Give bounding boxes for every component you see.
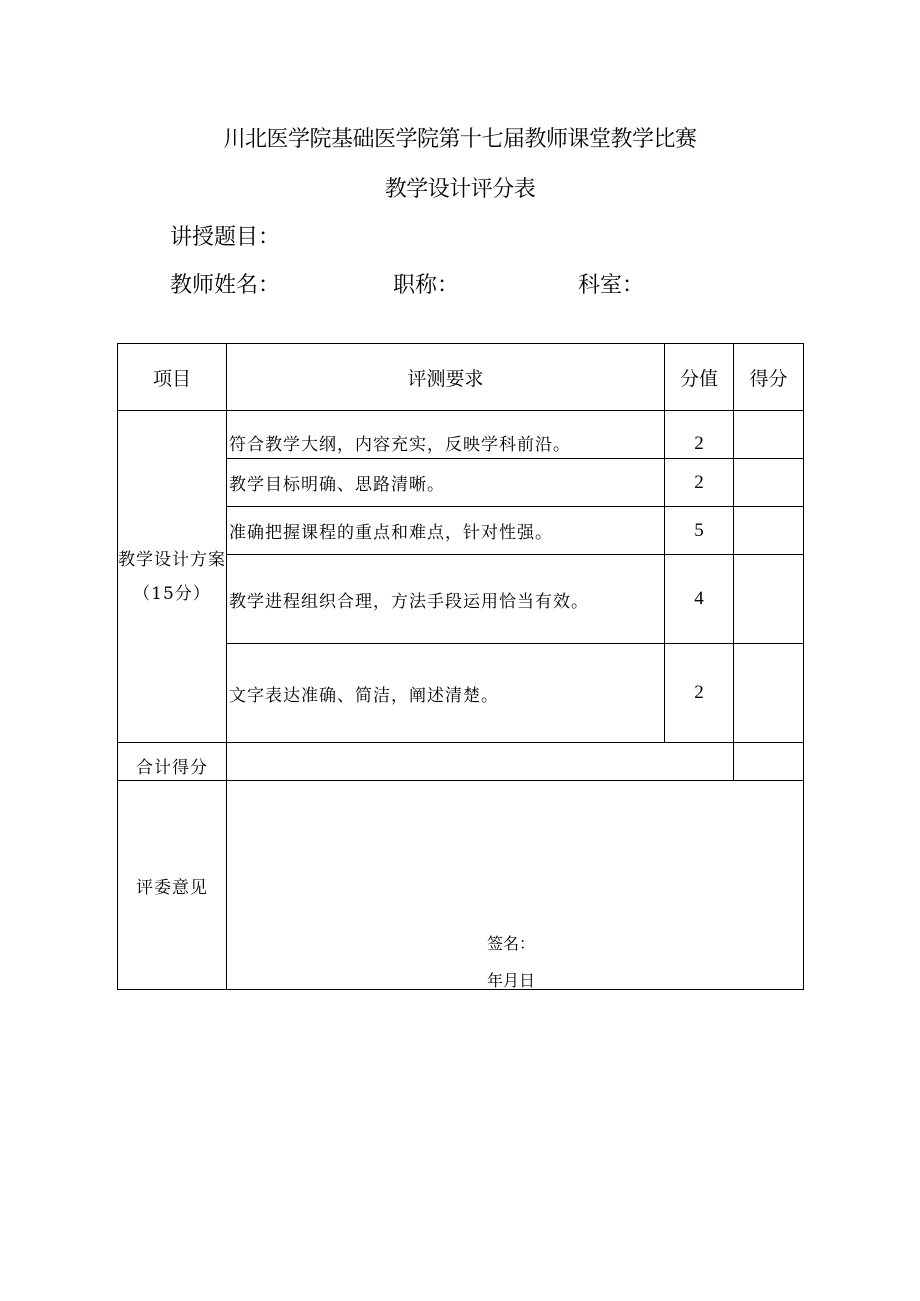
page-title: 川北医学院基础医学院第十七届教师课堂教学比赛 — [223, 127, 697, 152]
header-item: 项目 — [118, 344, 227, 411]
teacher-name-label: 教师姓名： — [170, 273, 281, 298]
requirement-cell: 准确把握课程的重点和难点，针对性强。 — [227, 507, 665, 555]
header-points: 分值 — [665, 344, 734, 411]
table-header-row — [118, 344, 804, 411]
opinion-cell[interactable] — [227, 781, 804, 990]
department-label: 科室： — [578, 273, 645, 298]
requirement-cell: 教学目标明确、思路清晰。 — [227, 459, 665, 507]
total-label: 合计得分 — [118, 743, 227, 781]
signature-label: 签名： — [487, 934, 536, 953]
points-cell: 4 — [665, 555, 734, 644]
points-cell: 2 — [665, 411, 734, 459]
score-input-cell[interactable] — [734, 555, 804, 644]
requirement-cell: 教学进程组织合理，方法手段运用恰当有效。 — [227, 555, 665, 644]
requirement-cell: 文字表达准确、简洁，阐述清楚。 — [227, 644, 665, 743]
requirement-cell: 符合教学大纲，内容充实，反映学科前沿。 — [227, 411, 665, 459]
header-requirement: 评测要求 — [227, 344, 665, 411]
opinion-row — [118, 781, 804, 990]
title-rank-label: 职称： — [393, 273, 460, 298]
score-input-cell[interactable] — [734, 507, 804, 555]
score-input-cell[interactable] — [734, 411, 804, 459]
points-cell: 5 — [665, 507, 734, 555]
opinion-label: 评委意见 — [118, 781, 227, 990]
score-input-cell[interactable] — [734, 644, 804, 743]
score-input-cell[interactable] — [734, 459, 804, 507]
total-score-cell[interactable] — [734, 743, 804, 781]
total-blank-cell — [227, 743, 734, 781]
table-row — [118, 411, 804, 459]
points-cell: 2 — [665, 459, 734, 507]
header-score: 得分 — [734, 344, 804, 411]
category-cell: 教学设计方案（15分） — [118, 411, 227, 743]
date-label: 年月日 — [487, 971, 536, 990]
points-cell: 2 — [665, 644, 734, 743]
total-row — [118, 743, 804, 781]
topic-label: 讲授题目： — [170, 225, 281, 250]
score-table — [117, 343, 804, 990]
page-subtitle: 教学设计评分表 — [384, 177, 536, 202]
